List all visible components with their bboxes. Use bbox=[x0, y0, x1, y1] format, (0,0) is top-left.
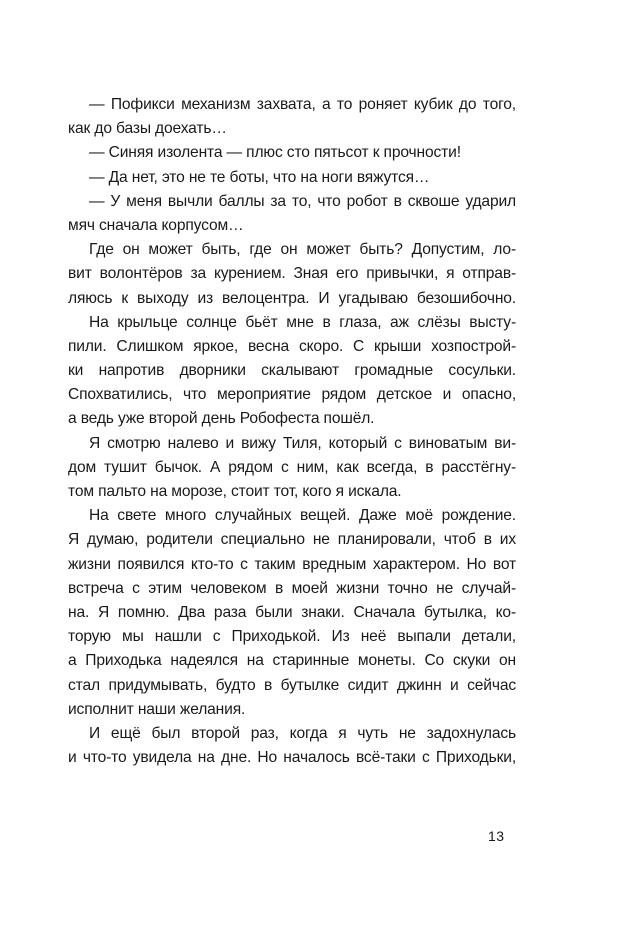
text-line: — У меня вычли баллы за то, что робот в сквоше ударил bbox=[89, 192, 516, 210]
page-number: 13 bbox=[488, 828, 505, 844]
text-line: ляюсь к выходу из велоцентра. И угадываю безошибочно. bbox=[68, 289, 516, 307]
text-line: на. Я помню. Два раза были знаки. Сначала бутылка, ко- bbox=[68, 603, 516, 621]
text-line: как до базы доехать… bbox=[68, 120, 227, 138]
text-line: исполнит наши желания. bbox=[68, 700, 246, 718]
text-line: — Да нет, это не те боты, что на ноги вяжутся… bbox=[89, 168, 430, 186]
text-line: И ещё был второй раз, когда я чуть не задохнулась bbox=[89, 724, 516, 742]
text-line: том пальто на морозе, стоит тот, кого я искала. bbox=[68, 483, 402, 500]
text-line: жизни появился кто-то с таким вредным характером. Но вот bbox=[68, 555, 516, 573]
text-line: — Пофикси механизм захвата, а то роняет кубик до того, bbox=[89, 96, 516, 113]
text-line: — Синяя изолента — плюс сто пятьсот к прочности! bbox=[89, 144, 461, 162]
text-line: мяч сначала корпусом… bbox=[68, 216, 244, 234]
text-line: На свете много случайных вещей. Даже моё рождение. bbox=[89, 507, 516, 525]
text-line: дом тушит бычок. А рядом с ним, как всегда, в расстёгну- bbox=[68, 458, 516, 476]
text-line: а ведь уже второй день Робофеста пошёл. bbox=[68, 410, 375, 428]
text-line: вит волонтёров за курением. Зная его привычки, я отправ- bbox=[68, 265, 516, 283]
text-line: Спохватились, что мероприятие рядом детское и опасно, bbox=[68, 386, 516, 404]
text-line: и что-то увидела на дне. Но началось всё-таки с Приходьки, bbox=[68, 749, 516, 767]
text-line: На крыльце солнце бьёт мне в глаза, аж слёзы высту- bbox=[89, 313, 516, 331]
text-line: торую мы нашли с Приходькой. Из неё выпали детали, bbox=[68, 628, 516, 646]
body-text bbox=[68, 93, 516, 770]
text-line: Я думаю, родители специально не планировали, чтоб в их bbox=[68, 531, 516, 549]
text-line: а Приходька надеялся на старинные монеты. Со скуки он bbox=[68, 652, 516, 670]
text-line: Где он может быть, где он может быть? Допустим, ло- bbox=[89, 241, 516, 259]
text-line: ки напротив дворники скалывают громадные сосульки. bbox=[68, 362, 516, 380]
text-line: пили. Слишком яркое, весна скоро. С крыши хозпострой- bbox=[68, 337, 516, 355]
text-line: Я смотрю налево и вижу Тиля, который с виноватым ви- bbox=[89, 434, 516, 452]
text-line: встреча с этим человеком в моей жизни точно не случай- bbox=[68, 579, 516, 597]
text-line: стал придумывать, будто в бутылке сидит джинн и сейчас bbox=[68, 676, 516, 694]
